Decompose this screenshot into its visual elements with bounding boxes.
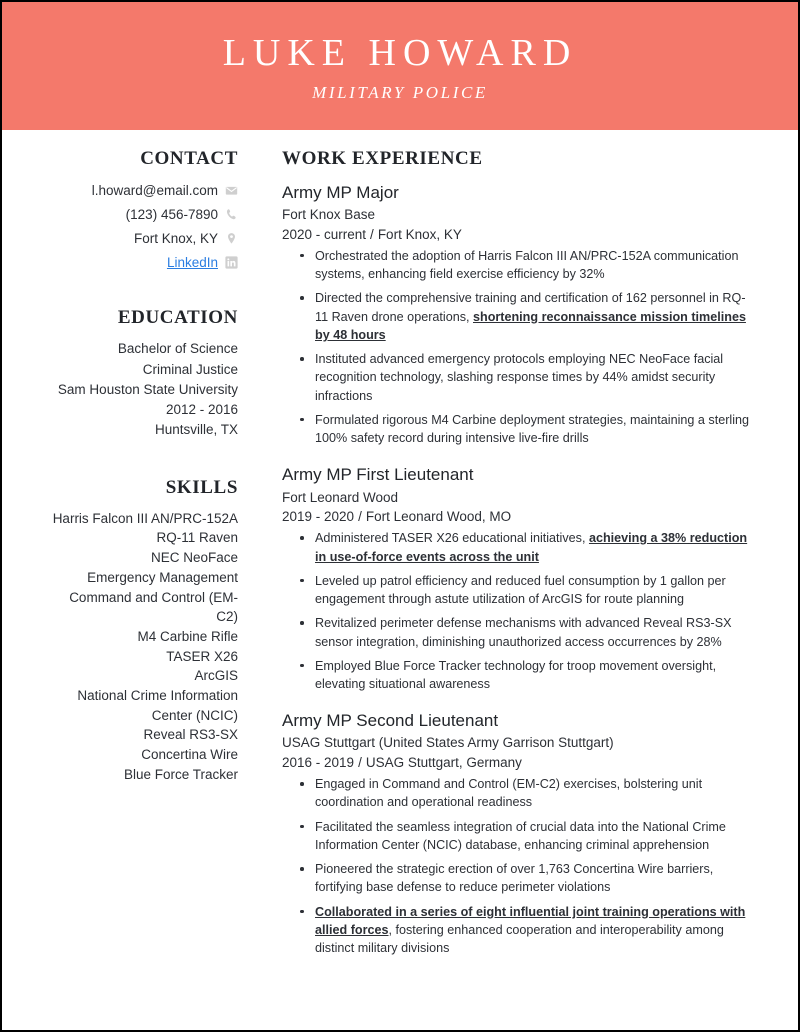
skills-list bbox=[50, 509, 238, 785]
job-bullet-list bbox=[282, 775, 754, 957]
work-experience-entry bbox=[282, 464, 754, 693]
bullet-text: Instituted advanced emergency protocols employing NEC NeoFace facial recognition technology, slashing response times by 44% amidst security infractions bbox=[315, 352, 724, 403]
contact-item-text: (123) 456-7890 bbox=[125, 206, 218, 222]
resume-body bbox=[2, 130, 798, 974]
work-experience-entry bbox=[282, 710, 754, 957]
job-bullet bbox=[315, 614, 754, 651]
contact-section-heading: CONTACT bbox=[140, 148, 238, 169]
job-dates: 2019 - 2020 bbox=[282, 509, 355, 525]
skill-item: National Crime Information Center (NCIC) bbox=[77, 688, 238, 723]
job-bullet bbox=[315, 247, 754, 284]
job-meta-separator: / bbox=[358, 509, 362, 525]
skill-item: Harris Falcon III AN/PRC-152A bbox=[52, 510, 238, 526]
job-bullet bbox=[315, 289, 754, 344]
job-bullet bbox=[315, 411, 754, 448]
job-title: Army MP First Lieutenant bbox=[282, 465, 474, 485]
contact-item bbox=[50, 180, 238, 202]
bullet-text: , fostering enhanced cooperation and interoperability among distinct military divisions bbox=[315, 922, 724, 956]
job-bullet bbox=[315, 657, 754, 694]
job-location: Fort Leonard Wood, MO bbox=[365, 509, 512, 525]
skill-item: RQ-11 Raven bbox=[156, 530, 238, 546]
skill-item: ArcGIS bbox=[194, 668, 238, 684]
bullet-text: Revitalized perimeter defense mechanisms with advanced Reveal RS3-SX sensor integration, diminishing unauthorized access occurrences by 28% bbox=[315, 616, 732, 649]
skill-item: Concertina Wire bbox=[141, 747, 238, 763]
skill-item: Emergency Management bbox=[87, 569, 238, 585]
job-meta bbox=[282, 507, 754, 527]
skills-section-heading: SKILLS bbox=[165, 476, 238, 498]
job-bullet bbox=[315, 350, 754, 405]
skill-item: NEC NeoFace bbox=[150, 550, 238, 566]
contact-item-text: l.howard@email.com bbox=[91, 183, 218, 198]
candidate-name: LUKE HOWARD bbox=[222, 31, 578, 74]
job-location: Fort Knox, KY bbox=[377, 226, 462, 242]
job-bullet bbox=[315, 572, 754, 609]
bullet-text: Orchestrated the adoption of Harris Falcon III AN/PRC-152A communication systems, enhancing field exercise efficiency by 32% bbox=[315, 248, 739, 282]
job-meta bbox=[282, 225, 754, 245]
job-location: USAG Stuttgart, Germany bbox=[365, 754, 522, 770]
job-bullet bbox=[315, 529, 754, 566]
bullet-text: Formulated rigorous M4 Carbine deployment strategies, maintaining a sterling 100% safety record during intensive live-fire drills bbox=[315, 412, 749, 446]
job-bullet-list bbox=[282, 247, 754, 448]
job-bullet bbox=[315, 860, 754, 897]
work-experience-section-heading: WORK EXPERIENCE bbox=[282, 148, 483, 169]
candidate-job-title: MILITARY POLICE bbox=[312, 83, 488, 103]
job-bullet bbox=[315, 775, 754, 812]
map-pin-icon bbox=[225, 232, 238, 245]
job-company: USAG Stuttgart (United States Army Garrison Stuttgart) bbox=[282, 735, 614, 751]
job-company: Fort Leonard Wood bbox=[282, 489, 399, 505]
skill-item: Blue Force Tracker bbox=[123, 766, 238, 782]
bullet-text: Employed Blue Force Tracker technology for troop movement oversight, elevating situational awareness bbox=[315, 658, 717, 692]
job-meta-separator: / bbox=[358, 754, 362, 770]
skill-item: M4 Carbine Rifle bbox=[137, 628, 238, 644]
education-line: Bachelor of Science bbox=[117, 341, 238, 357]
linkedin-icon bbox=[225, 256, 238, 269]
education-line: Criminal Justice bbox=[142, 361, 238, 377]
bullet-text: Pioneered the strategic erection of over 1,763 Concertina Wire barriers, fortifying base defense to reduce perimeter violations bbox=[315, 862, 714, 895]
education-list bbox=[50, 339, 238, 440]
skill-item: Reveal RS3-SX bbox=[143, 727, 238, 743]
sidebar bbox=[2, 148, 238, 785]
bullet-text: Engaged in Command and Control (EM-C2) exercises, bolstering unit coordination and operational readiness bbox=[315, 777, 703, 810]
skill-item: Command and Control (EM-C2) bbox=[69, 589, 238, 625]
envelope-icon bbox=[225, 184, 238, 197]
job-bullet bbox=[315, 818, 754, 855]
main-column bbox=[238, 148, 798, 974]
job-dates: 2016 - 2019 bbox=[282, 754, 355, 770]
job-bullet bbox=[315, 903, 754, 958]
job-meta-separator: / bbox=[370, 226, 374, 242]
contact-item[interactable] bbox=[50, 252, 238, 274]
job-company: Fort Knox Base bbox=[282, 207, 376, 223]
education-line: Huntsville, TX bbox=[154, 422, 238, 438]
bullet-emphasis-text: shortening reconnaissance mission timelines by 48 hours bbox=[315, 309, 746, 342]
contact-item-text: Fort Knox, KY bbox=[133, 230, 218, 246]
job-bullet-list bbox=[282, 529, 754, 693]
education-section-heading: EDUCATION bbox=[117, 307, 238, 329]
bullet-text: Administered TASER X26 educational initiatives, bbox=[315, 531, 589, 546]
bullet-emphasis-text: Collaborated in a series of eight influential joint training operations with allied forces bbox=[315, 904, 746, 937]
job-title: Army MP Major bbox=[282, 183, 399, 202]
work-experience-entry bbox=[282, 182, 754, 447]
work-experience-list bbox=[282, 182, 754, 957]
education-line: Sam Houston State University bbox=[57, 381, 238, 397]
bullet-emphasis-text: achieving a 38% reduction in use-of-force events across the unit bbox=[315, 531, 748, 564]
job-meta bbox=[282, 753, 754, 773]
resume-header bbox=[2, 2, 798, 130]
linkedin-link[interactable]: LinkedIn bbox=[166, 254, 218, 270]
bullet-text: Facilitated the seamless integration of crucial data into the National Crime Information Center (NCIC) database, enhancing criminal apprehension bbox=[315, 819, 726, 852]
bullet-text: Leveled up patrol efficiency and reduced fuel consumption by 1 gallon per engagement through astute utilization of ArcGIS for route planning bbox=[315, 573, 726, 607]
skill-item: TASER X26 bbox=[166, 648, 238, 664]
contact-item bbox=[50, 228, 238, 250]
contact-list bbox=[50, 180, 238, 273]
job-dates: 2020 - current bbox=[282, 226, 367, 242]
contact-item bbox=[50, 204, 238, 226]
phone-icon bbox=[225, 208, 238, 221]
education-line: 2012 - 2016 bbox=[165, 402, 238, 418]
job-title: Army MP Second Lieutenant bbox=[282, 711, 499, 731]
bullet-text: Directed the comprehensive training and certification of 162 personnel in RQ-11 Raven drone operations, bbox=[315, 291, 746, 324]
